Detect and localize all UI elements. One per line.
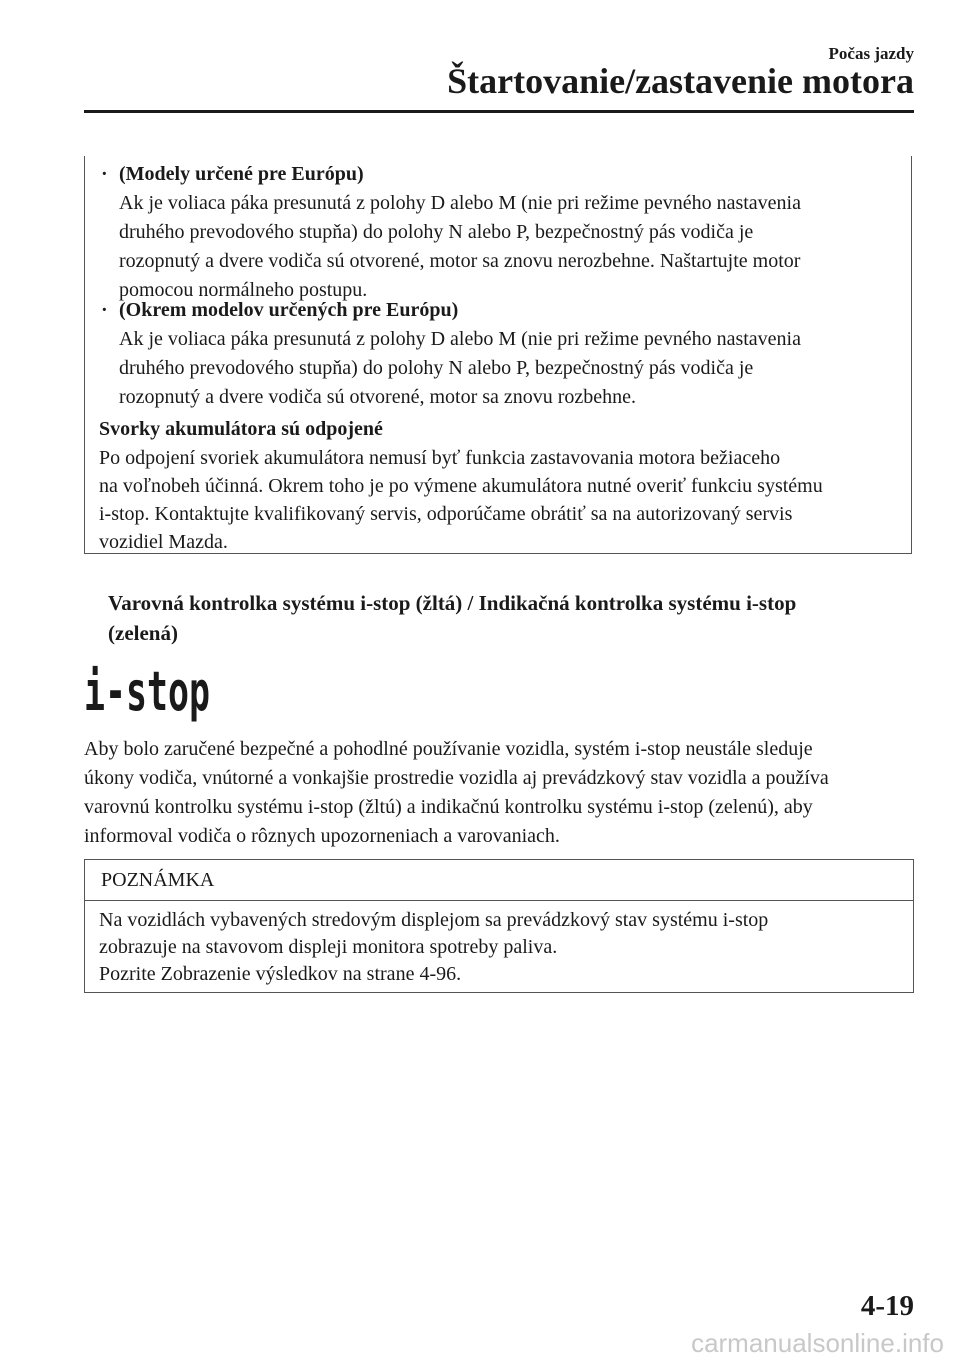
text-line: vozidiel Mazda. — [99, 531, 228, 553]
subheading: Svorky akumulátora sú odpojené — [99, 418, 383, 440]
text-line: Ak je voliaca páka presunutá z polohy D alebo M (nie pri režime pevného nastavenia — [119, 328, 801, 350]
subsection-body — [99, 444, 823, 556]
section-label: Počas jazdy — [828, 44, 914, 63]
text-line: Po odpojení svoriek akumulátora nemusí byť funkcia zastavovania motora bežiaceho — [99, 447, 781, 469]
text-line: varovnú kontrolku systému i-stop (žltú) a indikačnú kontrolku systému i-stop (zelenú), aby — [84, 796, 813, 818]
watermark: carmanualsonline.info — [691, 1328, 944, 1358]
text-line: pomocou normálneho postupu. — [119, 279, 368, 301]
text-line: druhého prevodového stupňa) do polohy N alebo P, bezpečnostný pás vodiča je — [119, 221, 754, 243]
text-line: Pozrite Zobrazenie výsledkov na strane 4-96. — [99, 963, 462, 985]
caution-box — [84, 156, 912, 554]
note-box — [84, 859, 914, 993]
note-title: POZNÁMKA — [101, 869, 215, 891]
heading-line: Varovná kontrolka systému i-stop (žltá) / Indikačná kontrolka systému i-stop — [108, 591, 797, 615]
main-paragraph — [84, 735, 829, 851]
bullet-body — [119, 189, 909, 305]
heading-line: (zelená) — [108, 621, 178, 645]
note-body — [99, 907, 768, 988]
text-line: na voľnobeh účinná. Okrem toho je po výmene akumulátora nutné overiť funkciu systému — [99, 475, 823, 497]
text-line: i-stop. Kontaktujte kvalifikovaný servis, odporúčame obrátiť sa na autorizovaný servis — [99, 503, 793, 525]
header-rule — [84, 110, 914, 113]
text-line: rozopnutý a dvere vodiča sú otvorené, motor sa znovu nerozbehne. Naštartujte motor — [119, 250, 801, 272]
text-line: Na vozidlách vybavených stredovým displejom sa prevádzkový stav systému i-stop — [99, 909, 769, 931]
text-line: úkony vodiča, vnútorné a vonkajšie prostredie vozidla aj prevádzkový stav vozidla a používa — [84, 767, 829, 789]
istop-logo-icon — [84, 652, 214, 722]
text-line: rozopnutý a dvere vodiča sú otvorené, motor sa znovu rozbehne. — [119, 386, 637, 408]
bullet-dot: · — [101, 299, 108, 321]
istop-logo-text: i-stop — [84, 660, 210, 723]
section-heading — [108, 588, 796, 648]
page-title: Štartovanie/zastavenie motora — [447, 61, 914, 101]
page-number: 4-19 — [860, 1290, 914, 1322]
text-line: druhého prevodového stupňa) do polohy N alebo P, bezpečnostný pás vodiča je — [119, 357, 754, 379]
bullet-body — [119, 325, 909, 412]
bullet-heading: (Modely určené pre Európu) — [119, 163, 364, 185]
note-header — [85, 860, 913, 901]
bullet-dot: · — [101, 163, 108, 185]
bullet-heading: (Okrem modelov určených pre Európu) — [119, 299, 459, 321]
text-line: zobrazuje na stavovom displeji monitora spotreby paliva. — [99, 936, 558, 958]
text-line: Aby bolo zaručené bezpečné a pohodlné používanie vozidla, systém i-stop neustále sleduje — [84, 738, 813, 760]
text-line: Ak je voliaca páka presunutá z polohy D alebo M (nie pri režime pevného nastavenia — [119, 192, 801, 214]
text-line: informoval vodiča o rôznych upozorneniach a varovaniach. — [84, 825, 560, 847]
